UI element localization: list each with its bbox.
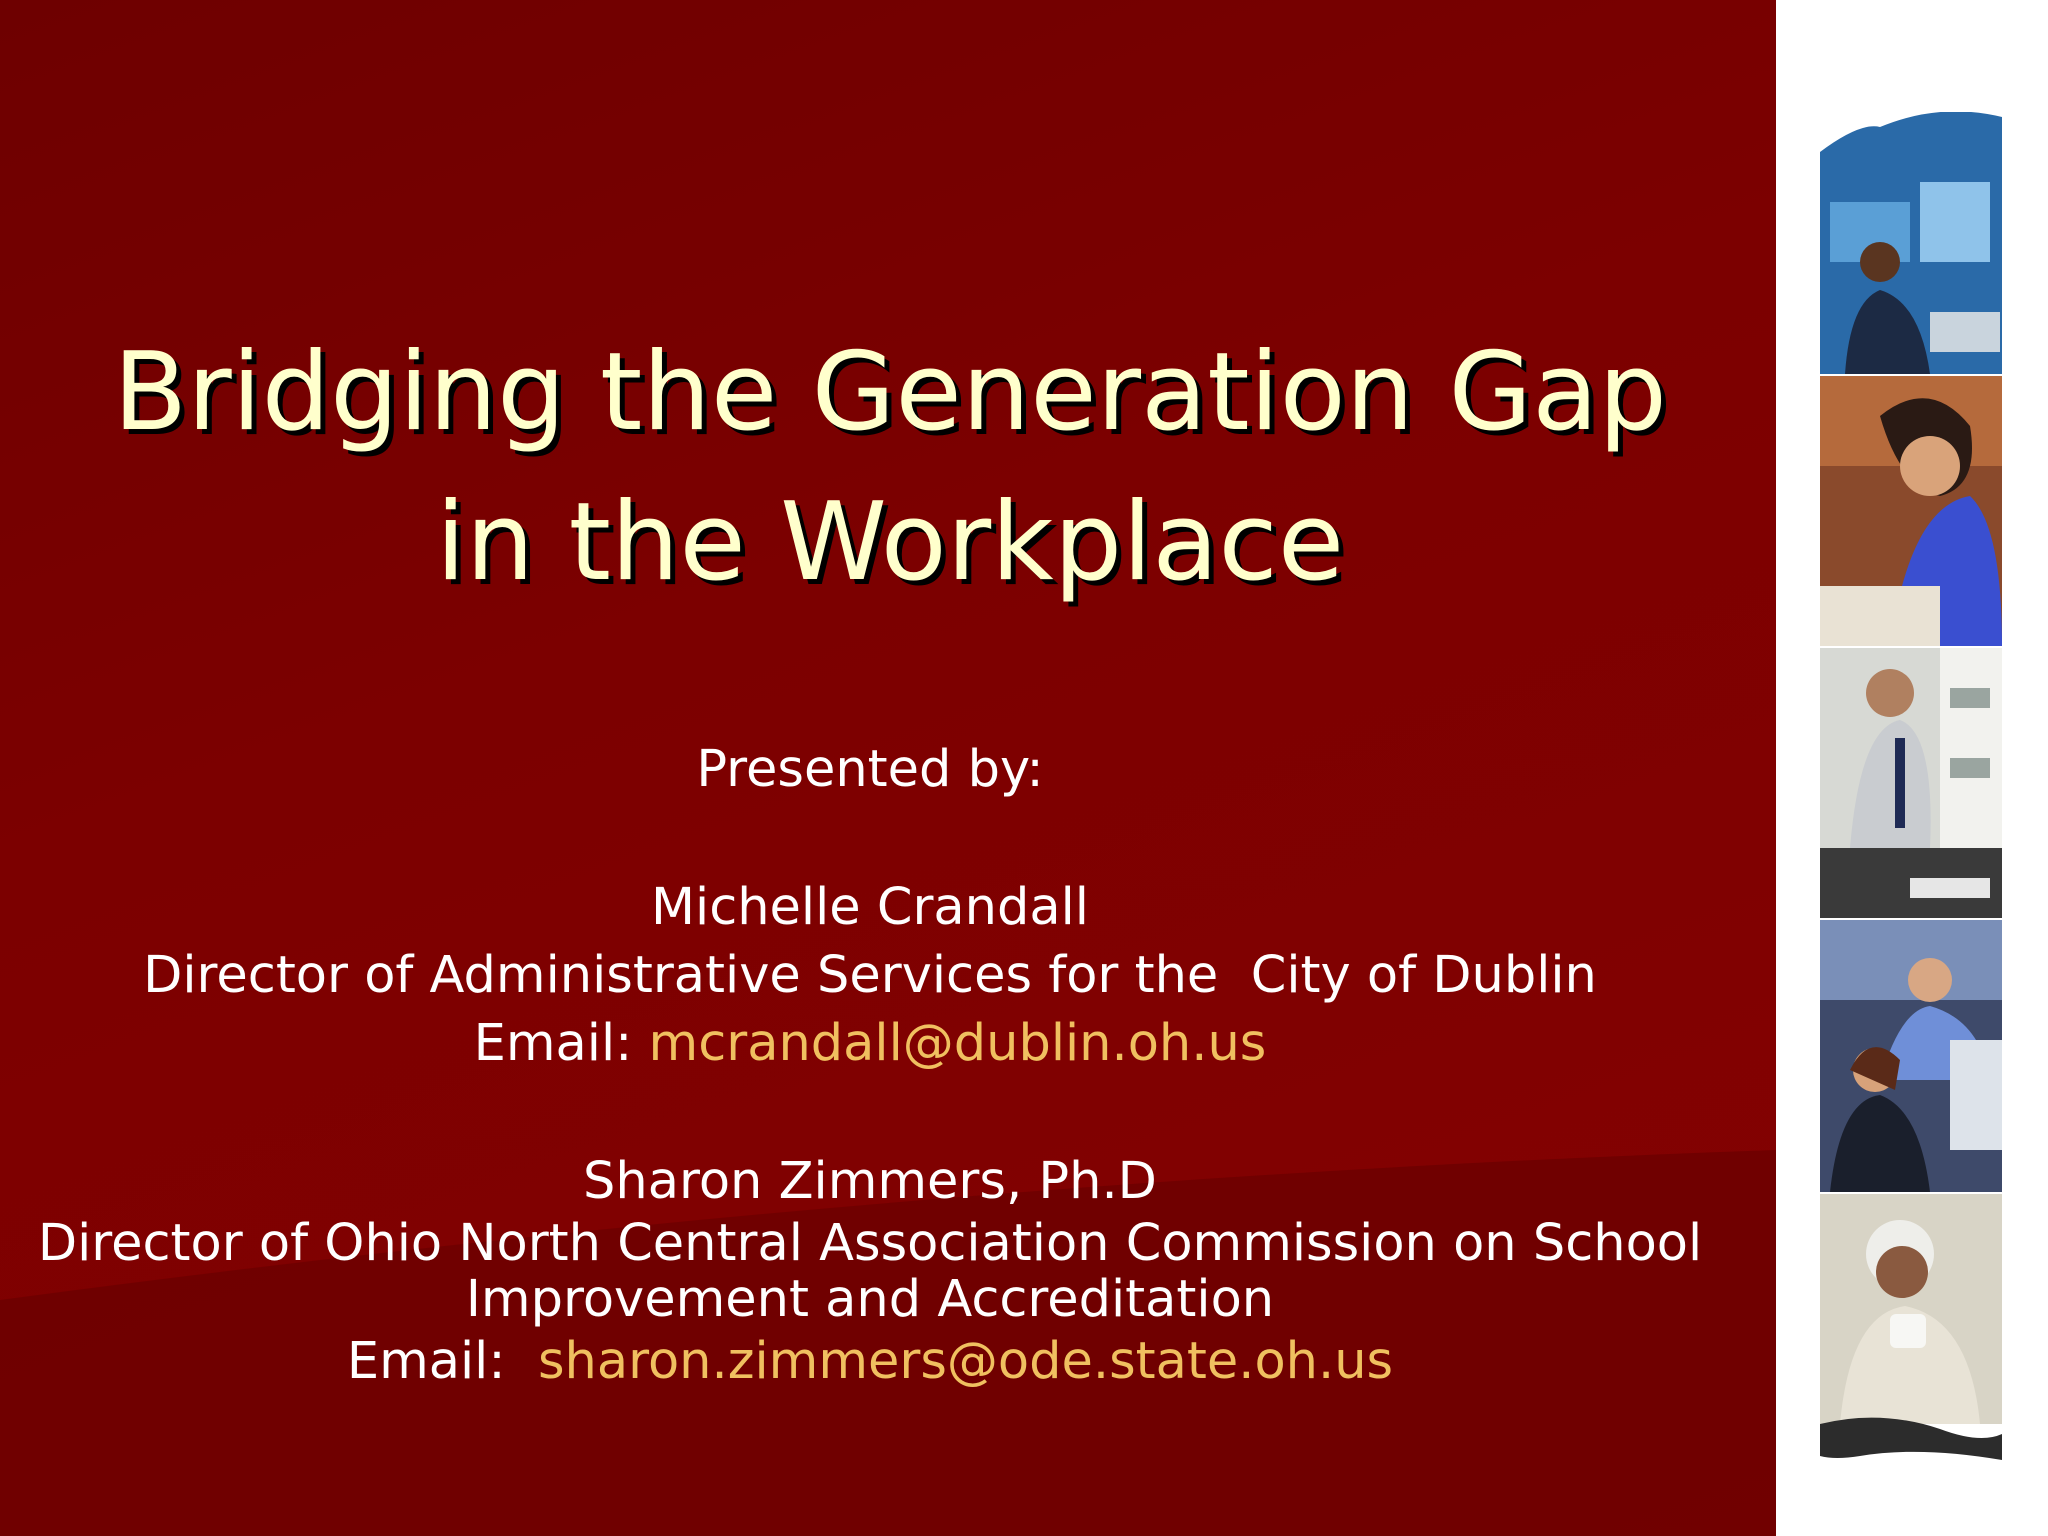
man-at-computer-photo xyxy=(1820,112,2002,374)
photo-strip xyxy=(1820,112,2002,1460)
presenter-1-email-label: Email: xyxy=(473,1014,649,1073)
presenter-2-role-line-2: Improvement and Accreditation xyxy=(465,1270,1275,1329)
office-team-photo xyxy=(1820,920,2002,1192)
woman-writing-photo xyxy=(1820,376,2002,646)
man-with-headset-photo xyxy=(1820,648,2002,918)
presenter-details xyxy=(20,736,1720,1396)
slide-title xyxy=(60,318,1720,618)
presenter-2-email-link[interactable]: sharon.zimmers@ode.state.oh.us xyxy=(537,1332,1394,1391)
presenter-1-email-link[interactable]: mcrandall@dublin.oh.us xyxy=(648,1014,1267,1073)
presenter-1-email-row xyxy=(20,1010,1720,1078)
presenter-2-role-line-1: Director of Ohio North Central Association Commission on School xyxy=(37,1214,1703,1273)
presenter-1-role: Director of Administrative Services for the City of Dublin xyxy=(143,946,1597,1005)
title-line-1: Bridging the Generation Gap xyxy=(113,330,1667,455)
title-line-2: in the Workplace xyxy=(435,480,1345,605)
presenter-1-name: Michelle Crandall xyxy=(651,878,1089,937)
presenter-2-email-label: Email: xyxy=(346,1332,538,1391)
senior-woman-with-cup-photo xyxy=(1820,1194,2002,1460)
presenter-2-name: Sharon Zimmers, Ph.D xyxy=(583,1152,1157,1211)
presenter-2-email-row xyxy=(20,1328,1720,1396)
presented-by-label: Presented by: xyxy=(696,740,1044,799)
